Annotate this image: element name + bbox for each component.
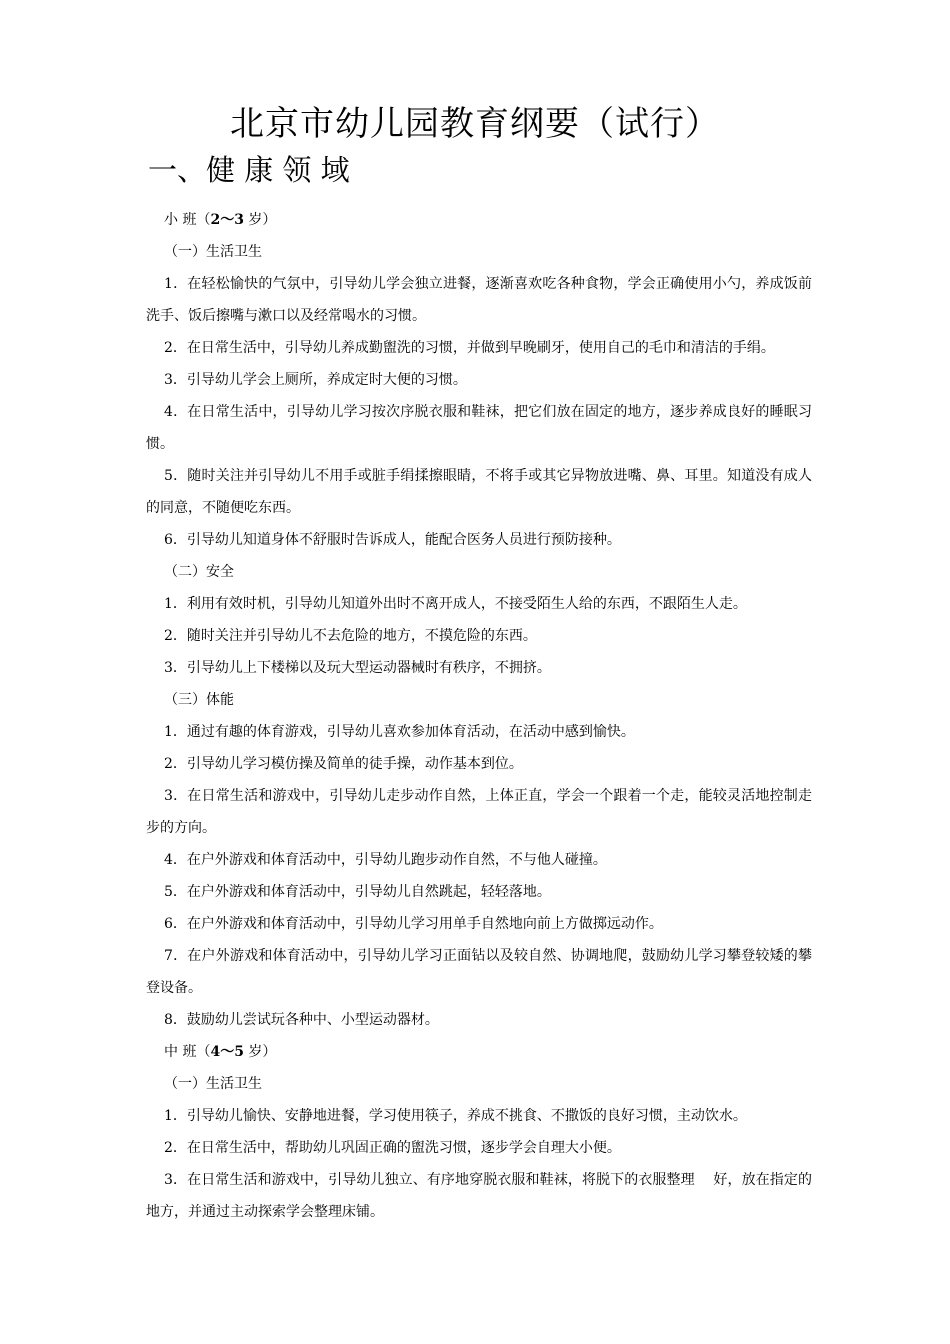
paragraph: 5．随时关注并引导幼儿不用手或脏手绢揉擦眼睛，不将手或其它异物放进嘴、鼻、耳里。知道没有成人的同意，不随便吃东西。 bbox=[146, 468, 812, 516]
paragraph: 4．在日常生活中，引导幼儿学习按次序脱衣服和鞋袜，把它们放在固定的地方，逐步养成良好的睡眠习惯。 bbox=[146, 404, 812, 452]
class-heading-small bbox=[146, 204, 812, 236]
age-range: 4～5 bbox=[210, 1044, 244, 1060]
paragraph: 3．引导幼儿上下楼梯以及玩大型运动器械时有秩序，不拥挤。 bbox=[164, 660, 551, 676]
paragraph: 1．通过有趣的体育游戏，引导幼儿喜欢参加体育活动，在活动中感到愉快。 bbox=[164, 724, 635, 740]
paragraph: 7．在户外游戏和体育活动中，引导幼儿学习正面钻以及较自然、协调地爬，鼓励幼儿学习攀登较矮的攀登设备。 bbox=[146, 948, 812, 996]
paragraph: 3．在日常生活和游戏中，引导幼儿独立、有序地穿脱衣服和鞋袜，将脱下的衣服整理 好，放在指定的地方，并通过主动探索学会整理床铺。 bbox=[146, 1172, 812, 1220]
subsection-heading: （一）生活卫生 bbox=[164, 244, 262, 260]
section-heading: 一、健 康 领 域 bbox=[148, 153, 350, 187]
paragraph: 4．在户外游戏和体育活动中，引导幼儿跑步动作自然，不与他人碰撞。 bbox=[164, 852, 607, 868]
paragraph: 5．在户外游戏和体育活动中，引导幼儿自然跳起，轻轻落地。 bbox=[164, 884, 551, 900]
document-title: 北京市幼儿园教育纲要（试行） bbox=[230, 104, 720, 144]
paragraph: 3．在日常生活和游戏中，引导幼儿走步动作自然，上体正直，学会一个跟着一个走，能较灵活地控制走步的方向。 bbox=[146, 788, 812, 836]
class-heading-middle-text: 中 班（4～5 岁） bbox=[164, 1044, 277, 1060]
age-range: 2～3 bbox=[210, 212, 244, 228]
paragraph: 1．利用有效时机，引导幼儿知道外出时不离开成人，不接受陌生人给的东西，不跟陌生人走。 bbox=[164, 596, 747, 612]
class-heading-small-text: 小 班（2～3 岁） bbox=[164, 212, 277, 228]
paragraph: 2．引导幼儿学习模仿操及简单的徒手操，动作基本到位。 bbox=[164, 756, 523, 772]
paragraph: 2．在日常生活中，引导幼儿养成勤盥洗的习惯，并做到早晚刷牙，使用自己的毛巾和清洁的手绢。 bbox=[164, 340, 775, 356]
subsection-heading: （一）生活卫生 bbox=[164, 1076, 262, 1092]
paragraph: 2．随时关注并引导幼儿不去危险的地方，不摸危险的东西。 bbox=[164, 628, 537, 644]
paragraph: 3．引导幼儿学会上厕所，养成定时大便的习惯。 bbox=[164, 372, 467, 388]
document-body bbox=[146, 204, 812, 1228]
subsection-heading: （三）体能 bbox=[164, 692, 234, 708]
subsection-heading: （二）安全 bbox=[164, 564, 234, 580]
paragraph: 1．引导幼儿愉快、安静地进餐，学习使用筷子，养成不挑食、不撒饭的良好习惯，主动饮水。 bbox=[164, 1108, 747, 1124]
paragraph: 1．在轻松愉快的气氛中，引导幼儿学会独立进餐，逐渐喜欢吃各种食物，学会正确使用小勺，养成饭前洗手、饭后擦嘴与漱口以及经常喝水的习惯。 bbox=[146, 276, 812, 324]
paragraph: 6．在户外游戏和体育活动中，引导幼儿学习用单手自然地向前上方做掷远动作。 bbox=[164, 916, 663, 932]
class-heading-middle bbox=[146, 1036, 812, 1068]
paragraph: 6．引导幼儿知道身体不舒服时告诉成人，能配合医务人员进行预防接种。 bbox=[164, 532, 621, 548]
paragraph: 2．在日常生活中，帮助幼儿巩固正确的盥洗习惯，逐步学会自理大小便。 bbox=[164, 1140, 621, 1156]
paragraph: 8．鼓励幼儿尝试玩各种中、小型运动器材。 bbox=[164, 1012, 439, 1028]
